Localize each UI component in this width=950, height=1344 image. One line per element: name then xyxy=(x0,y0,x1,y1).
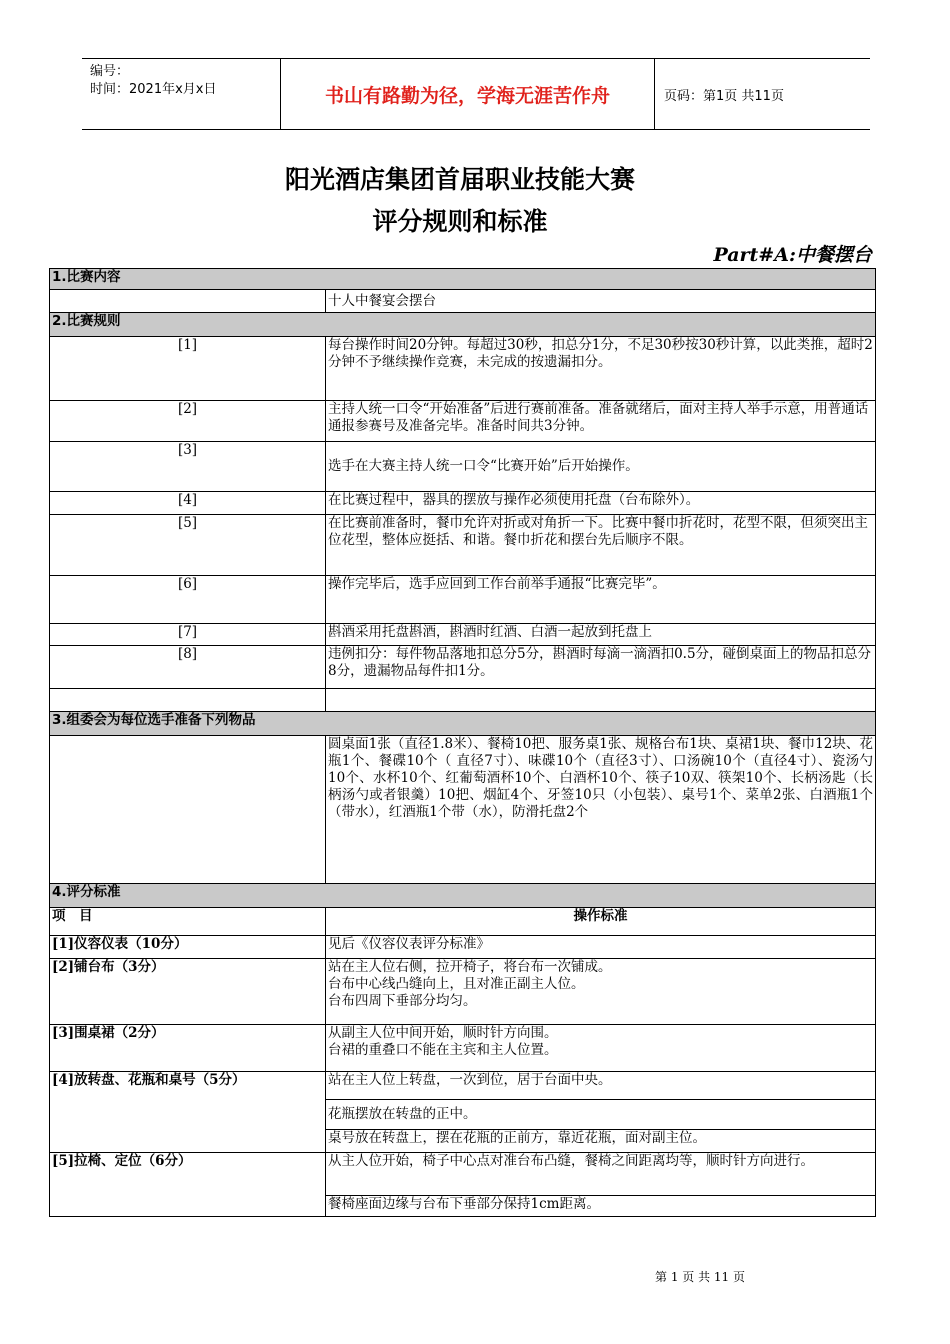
rule-row xyxy=(50,442,876,492)
scoring-row xyxy=(50,936,876,959)
scoring-item-label: [2]铺台布（3分） xyxy=(50,959,326,1025)
header-divider xyxy=(654,59,655,129)
page-header xyxy=(82,58,870,130)
scoring-standard: 从主人位开始，椅子中心点对准台布凸缝，餐椅之间距离均等，顺时针方向进行。 xyxy=(326,1153,876,1196)
rule-text: 选手在大赛主持人统一口令“比赛开始”后开始操作。 xyxy=(326,442,876,492)
rule-text: 斟酒采用托盘斟酒，斟酒时红酒、白酒一起放到托盘上 xyxy=(326,624,876,646)
scoring-item-label: [3]围桌裙（2分） xyxy=(50,1025,326,1072)
header-motto: 书山有路勤为径，学海无涯苦作舟 xyxy=(324,85,610,107)
rule-text: 在比赛过程中，器具的摆放与操作必须使用托盘（台布除外）。 xyxy=(326,492,876,515)
scoring-item-label: [4]放转盘、花瓶和桌号（5分） xyxy=(50,1072,326,1153)
scoring-row xyxy=(50,1153,876,1196)
section-heading: 3.组委会为每位选手准备下列物品 xyxy=(50,712,876,736)
document-title: 阳光酒店集团首届职业技能大赛 xyxy=(284,165,635,194)
rule-row xyxy=(50,401,876,442)
rule-text: 在比赛前准备时，餐巾允许对折或对角折一下。比赛中餐巾折花时，花型不限，但须突出主位花型，整体应挺括、和谐。餐巾折花和摆台先后顺序不限。 xyxy=(326,515,876,576)
competition-content: 十人中餐宴会摆台 xyxy=(326,290,876,313)
header-page-info: 页码：第1页 共11页 xyxy=(664,89,784,104)
materials-list: 圆桌面1张（直径1.8米）、餐椅10把、服务桌1张、规格台布1块、桌裙1块、餐巾12块、花瓶1个、餐碟10个（ 直径7寸）、味碟10个（直径3寸）、口汤碗10个（直径4寸）、瓷汤勺10个、水杯10个、红葡萄酒杯10个、白酒杯10个、筷子10双、筷架10个、长柄汤匙（长柄汤勺或者银羹）10把、烟缸4个、牙签10只（小包装）、桌号1个、菜单2张、白酒瓶1个（带水），红酒瓶1个带（水），防滑托盘2个 xyxy=(326,736,876,884)
rule-label: [2] xyxy=(50,401,326,442)
document-subtitle: 评分规则和标准 xyxy=(372,207,548,236)
scoring-standard: 见后《仪容仪表评分标准》 xyxy=(326,936,876,959)
scoring-standard: 站在主人位右侧，拉开椅子，将台布一次铺成。 台布中心线凸缝向上，且对准正副主人位。 台布四周下垂部分均匀。 xyxy=(326,959,876,1025)
header-meta xyxy=(90,63,216,99)
time-label: 时间：2021年x月x日 xyxy=(90,82,217,97)
rule-row xyxy=(50,337,876,401)
rule-text: 操作完毕后，选手应回到工作台前举手通报“比赛完毕”。 xyxy=(326,576,876,624)
rule-label: [6] xyxy=(50,576,326,624)
column-header-standard: 操作标准 xyxy=(326,908,876,936)
page-footer: 第 1 页 共 11 页 xyxy=(655,1270,745,1284)
scoring-item-label: [1]仪容仪表（10分） xyxy=(50,936,326,959)
scoring-standard: 桌号放在转盘上，摆在花瓶的正前方，靠近花瓶，面对副主位。 xyxy=(326,1130,876,1153)
rule-text: 每台操作时间20分钟。每超过30秒，扣总分1分，不足30秒按30秒计算，以此类推，超时2分钟不予继续操作竞赛，未完成的按遗漏扣分。 xyxy=(326,337,876,401)
scoring-row xyxy=(50,1025,876,1072)
rule-row xyxy=(50,624,876,646)
rule-text: 违例扣分：每件物品落地扣总分5分，斟酒时每滴一滴酒扣0.5分，碰倒桌面上的物品扣总分8分，遗漏物品每件扣1分。 xyxy=(326,646,876,689)
number-label: 编号： xyxy=(90,64,130,79)
rule-row xyxy=(50,646,876,689)
rule-text: 主持人统一口令“开始准备”后进行赛前准备。准备就绪后，面对主持人举手示意，用普通话通报参赛号及准备完毕。准备时间共3分钟。 xyxy=(326,401,876,442)
scoring-standard: 餐椅座面边缘与台布下垂部分保持1cm距离。 xyxy=(326,1196,876,1217)
rule-label: [1] xyxy=(50,337,326,401)
rule-label: [7] xyxy=(50,624,326,646)
rules-table xyxy=(49,268,876,1217)
section-heading: 2.比赛规则 xyxy=(50,313,876,337)
scoring-item-label: [5]拉椅、定位（6分） xyxy=(50,1153,326,1217)
section-heading: 4.评分标准 xyxy=(50,884,876,908)
rule-row xyxy=(50,515,876,576)
part-label: Part#A:中餐摆台 xyxy=(713,244,872,266)
rule-label: [4] xyxy=(50,492,326,515)
scoring-row xyxy=(50,959,876,1025)
scoring-standard: 从副主人位中间开始，顺时针方向围。 台裙的重叠口不能在主宾和主人位置。 xyxy=(326,1025,876,1072)
rule-label: [5] xyxy=(50,515,326,576)
scoring-standard: 花瓶摆放在转盘的正中。 xyxy=(326,1100,876,1130)
column-header-item: 项 目 xyxy=(50,908,326,936)
rule-row xyxy=(50,576,876,624)
scoring-standard: 站在主人位上转盘，一次到位，居于台面中央。 xyxy=(326,1072,876,1100)
rule-label: [3] xyxy=(50,442,326,492)
scoring-row xyxy=(50,1072,876,1100)
section-heading: 1.比赛内容 xyxy=(50,269,876,290)
rule-row xyxy=(50,492,876,515)
rule-label: [8] xyxy=(50,646,326,689)
